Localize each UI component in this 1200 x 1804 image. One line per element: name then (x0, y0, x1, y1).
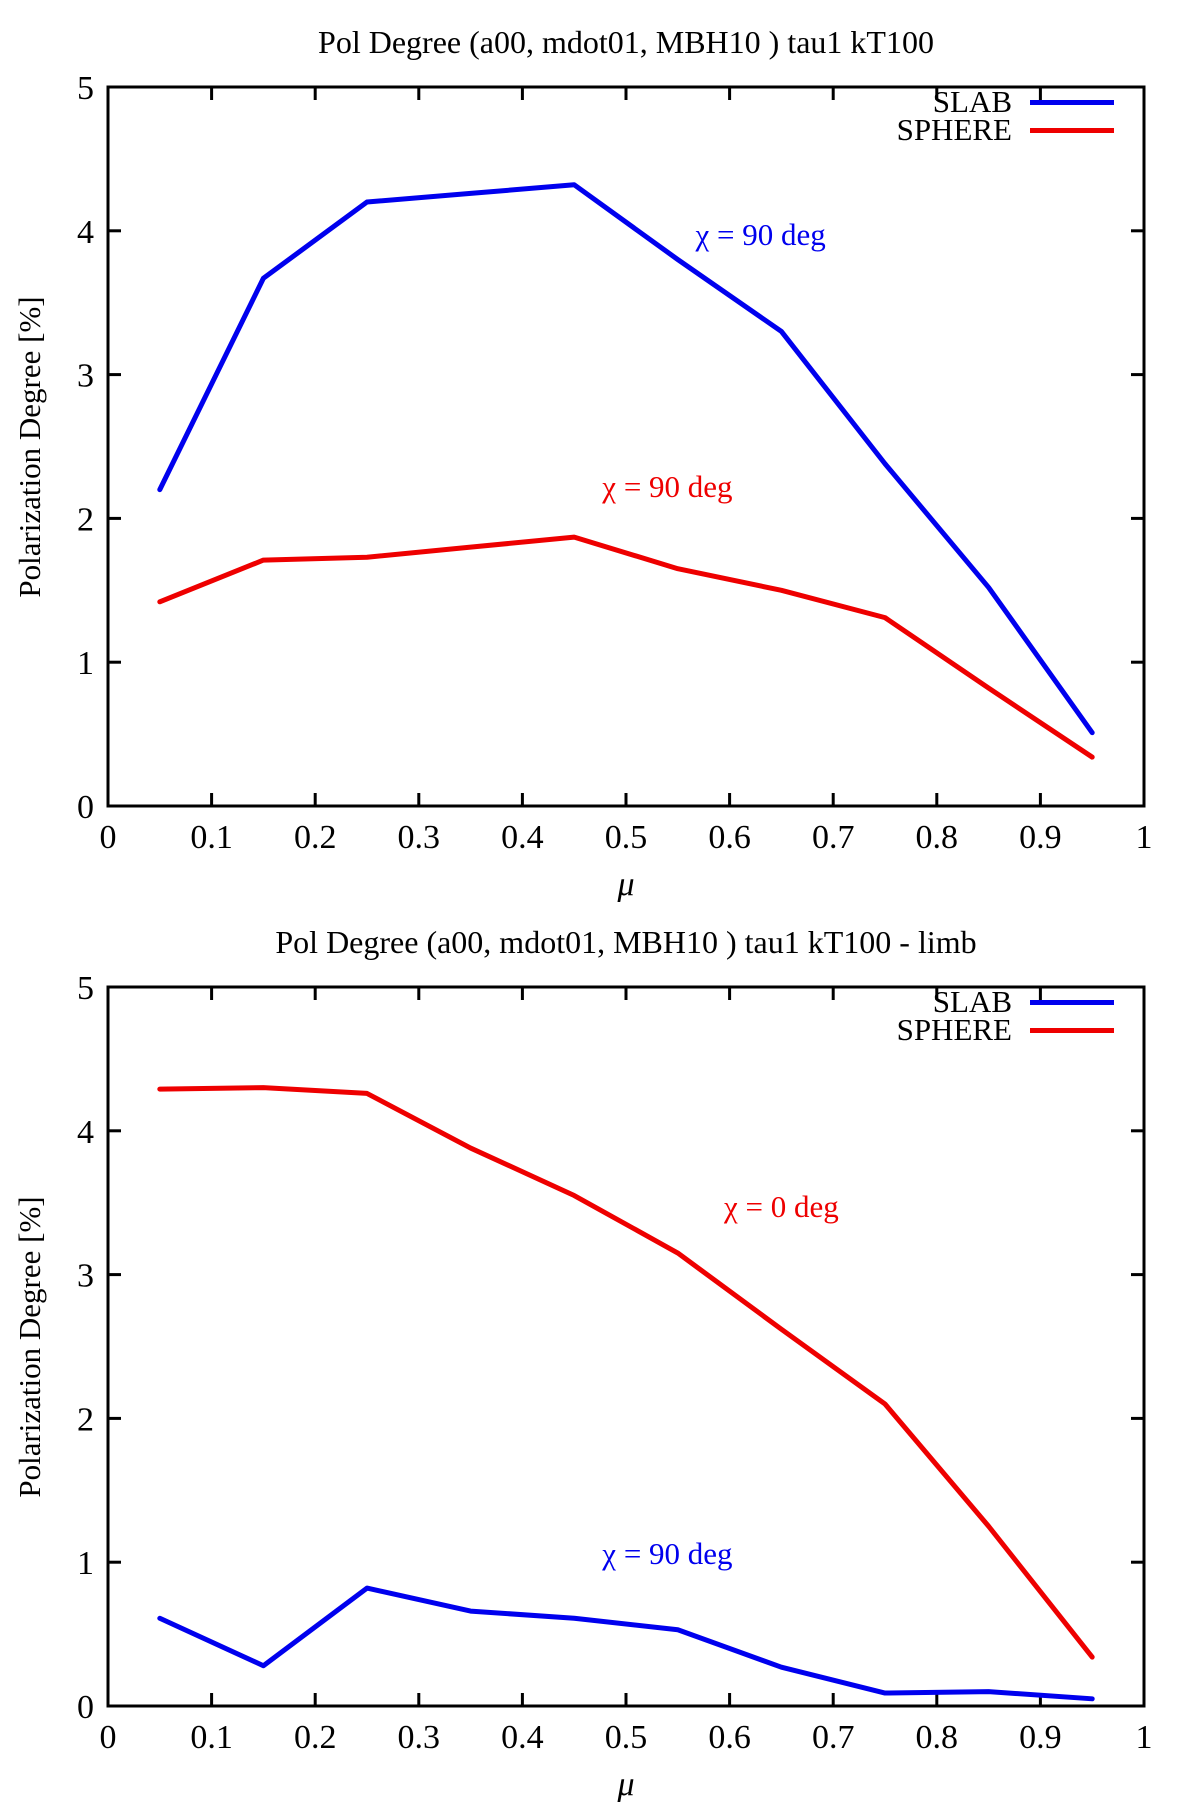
x-tick-label: 0.9 (1019, 819, 1062, 856)
curve-sphere (160, 537, 1092, 757)
curve-slab (160, 185, 1092, 733)
x-tick-label: 0.4 (501, 819, 544, 856)
curve-sphere (160, 1088, 1092, 1657)
y-tick-label: 3 (77, 1257, 94, 1295)
x-tick-label: 0.3 (397, 1719, 441, 1756)
bottom-chart-panel (0, 900, 1200, 1803)
x-tick-label: 0.6 (708, 819, 751, 856)
y-axis-label: Polarization Degree [%] (12, 1196, 47, 1498)
legend-entry-sphere (812, 1012, 1114, 1047)
x-tick-label: 0.3 (397, 819, 441, 856)
curve-annotation-sphere: χ = 90 deg (602, 468, 733, 504)
legend-line-sample-slab (1030, 100, 1114, 105)
legend-line-sample-sphere (1030, 128, 1114, 133)
x-tick-label: 0.4 (501, 1719, 544, 1756)
legend-line-sample-sphere (1030, 1028, 1114, 1033)
legend-label-sphere: SPHERE (896, 112, 1012, 147)
x-tick-label: 0.1 (190, 819, 233, 856)
x-tick-label: 0.2 (293, 819, 337, 856)
x-axis-label: μ (617, 1766, 635, 1803)
chart-title: Pol Degree (a00, mdot01, MBH10 ) tau1 kT100 - limb (275, 924, 977, 960)
y-tick-label: 2 (77, 501, 94, 539)
x-tick-label: 0.7 (811, 1719, 855, 1756)
curve-slab (160, 1588, 1092, 1699)
x-tick-label: 0.7 (811, 819, 855, 856)
legend-line-sample-slab (1030, 1000, 1114, 1005)
y-tick-label: 1 (77, 1545, 94, 1583)
legend-label-sphere: SPHERE (896, 1012, 1012, 1047)
y-tick-label: 5 (77, 970, 94, 1007)
plot-border (108, 984, 1144, 1706)
curve-annotation-sphere: χ = 0 deg (724, 1189, 839, 1224)
x-tick-label: 0 (99, 819, 117, 856)
legend (812, 84, 1114, 147)
legend (812, 984, 1114, 1047)
x-axis-label: μ (617, 866, 635, 903)
chart-title: Pol Degree (a00, mdot01, MBH10 ) tau1 kT100 (318, 24, 934, 60)
curve-annotation-slab: χ = 90 deg (602, 1535, 733, 1571)
x-tick-label: 0.8 (915, 1719, 959, 1756)
x-tick-label: 1 (1135, 1719, 1153, 1756)
x-tick-label: 1 (1135, 819, 1153, 856)
x-tick-label: 0 (99, 1719, 117, 1756)
y-tick-label: 4 (77, 213, 94, 251)
x-tick-label: 0.5 (604, 819, 648, 856)
x-tick-label: 0.1 (190, 1719, 233, 1756)
y-tick-label: 2 (77, 1401, 94, 1439)
y-tick-label: 0 (77, 1689, 94, 1726)
curve-annotation-slab: χ = 90 deg (695, 217, 826, 253)
y-tick-label: 1 (77, 645, 94, 683)
plot-border (108, 84, 1144, 806)
x-tick-label: 0.9 (1019, 1719, 1062, 1756)
legend-label-slab: SLAB (932, 84, 1012, 119)
legend-entry-sphere (812, 112, 1114, 147)
x-tick-label: 0.2 (293, 1719, 337, 1756)
y-tick-label: 0 (77, 789, 94, 826)
y-tick-label: 4 (77, 1113, 94, 1151)
x-tick-label: 0.6 (708, 1719, 751, 1756)
legend-label-slab: SLAB (932, 984, 1012, 1019)
y-axis-label: Polarization Degree [%] (12, 296, 47, 598)
y-tick-label: 5 (77, 70, 94, 107)
x-tick-label: 0.5 (604, 1719, 648, 1756)
y-tick-label: 3 (77, 357, 94, 395)
x-tick-label: 0.8 (915, 819, 959, 856)
